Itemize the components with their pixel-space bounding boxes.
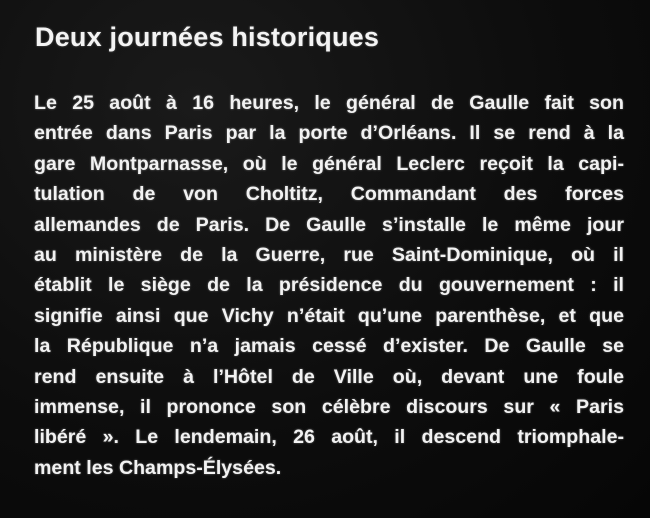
panel-title: Deux journées historiques bbox=[35, 22, 380, 52]
text-line: tulation de von Choltitz, Commandant des forces bbox=[34, 183, 624, 206]
panel-body-text bbox=[34, 88, 624, 483]
text-line: entrée dans Paris par la porte d’Orléans. Il se rend à la bbox=[34, 122, 624, 145]
text-line: gare Montparnasse, où le général Leclerc reçoit la capi- bbox=[34, 152, 624, 175]
text-line: libéré ». Le lendemain, 26 août, il descend triomphale- bbox=[34, 426, 624, 449]
text-line: au ministère de la Guerre, rue Saint-Dominique, où il bbox=[34, 243, 624, 266]
text-line: la République n’a jamais cessé d’exister. De Gaulle se bbox=[34, 335, 624, 358]
text-line: signifie ainsi que Vichy n’était qu’une parenthèse, et que bbox=[34, 304, 624, 327]
text-line: allemandes de Paris. De Gaulle s’installe le même jour bbox=[34, 213, 624, 236]
text-line: immense, il prononce son célèbre discours sur « Paris bbox=[34, 395, 624, 418]
text-line: ment les Champs-Élysées. bbox=[34, 456, 282, 479]
text-line: rend ensuite à l’Hôtel de Ville où, devant une foule bbox=[34, 365, 624, 388]
text-line: établit le siège de la présidence du gouvernement : il bbox=[34, 274, 624, 297]
text-line: Le 25 août à 16 heures, le général de Gaulle fait son bbox=[34, 92, 624, 114]
